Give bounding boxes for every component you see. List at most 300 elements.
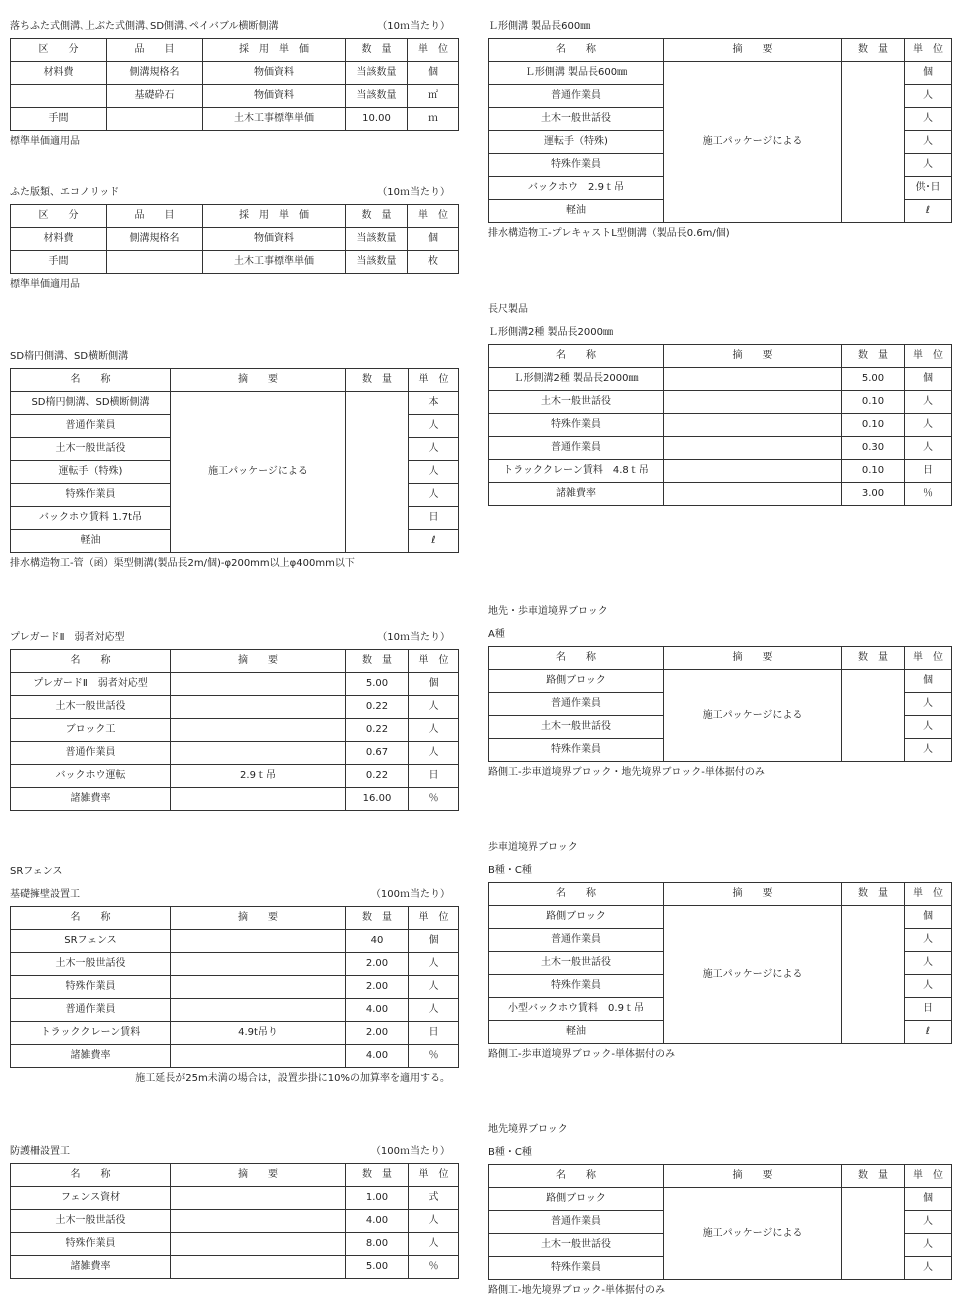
- table-cell: SRフェンス: [11, 930, 171, 953]
- column-header: 数 量: [346, 205, 408, 228]
- column-header: 摘 要: [664, 1165, 842, 1188]
- table-row: [489, 437, 952, 460]
- table-cell: バックホウ賃料 1.7t吊: [11, 507, 171, 530]
- table-header-row: [11, 39, 459, 62]
- table-cell: 土木一般世話役: [11, 1210, 171, 1233]
- table-cell: 物価資料: [203, 62, 346, 85]
- table-header-row: [11, 205, 459, 228]
- table-cell: 特殊作業員: [489, 739, 664, 762]
- price-table-section: [488, 15, 951, 245]
- table-footnote: 標準単価適用品: [10, 279, 80, 290]
- table-cell: 40: [346, 930, 409, 953]
- column-header: 名 称: [11, 650, 171, 673]
- table-cell: [107, 108, 203, 131]
- table-cell: 人: [905, 975, 952, 998]
- table-cell: 0.10: [842, 414, 905, 437]
- table-cell: 側溝規格名: [107, 228, 203, 251]
- table-cell: 人: [905, 693, 952, 716]
- table-cell: 特殊作業員: [489, 154, 664, 177]
- table-row: [489, 460, 952, 483]
- table-cell: [11, 85, 107, 108]
- table-cell: 普通作業員: [489, 437, 664, 460]
- table-header-row: [489, 39, 952, 62]
- table-row: [11, 251, 459, 274]
- table-header-row: [489, 647, 952, 670]
- column-header: 摘 要: [664, 39, 842, 62]
- table-cell: SD楕円側溝、SD横断側溝: [11, 392, 171, 415]
- unit-basis-label: （100ｍ当たり）: [370, 1146, 450, 1157]
- table-header-row: [11, 650, 459, 673]
- table-cell: 2.00: [346, 953, 409, 976]
- table-cell: 特殊作業員: [489, 975, 664, 998]
- table-cell: [171, 696, 346, 719]
- unit-basis-label: （10ｍ当たり）: [377, 632, 450, 643]
- table-footnote: 路側工-歩車道境界ブロック・地先境界ブロック-単体据付のみ: [488, 767, 765, 778]
- table-cell: 人: [905, 1257, 952, 1280]
- table-cell: 10.00: [346, 108, 408, 131]
- table-row: [11, 1045, 459, 1068]
- table-row: [11, 62, 459, 85]
- table-cell: フェンス資材: [11, 1187, 171, 1210]
- column-header: 品 目: [107, 39, 203, 62]
- table-cell: 人: [905, 85, 952, 108]
- column-header: 品 目: [107, 205, 203, 228]
- table-header-row: [11, 1164, 459, 1187]
- column-header: 数 量: [842, 39, 905, 62]
- table-row: [11, 392, 459, 415]
- section-subtitle: B種・C種: [488, 865, 532, 876]
- column-header: 単 位: [409, 1164, 459, 1187]
- table-cell: ℓ: [409, 530, 459, 553]
- table-cell: 土木一般世話役: [489, 108, 664, 131]
- table-cell: 普通作業員: [489, 929, 664, 952]
- table-cell: [171, 788, 346, 811]
- section-title: ふた版類、エコノリッド: [10, 187, 120, 198]
- section-title: 歩車道境界ブロック: [488, 842, 578, 853]
- price-table: [488, 882, 952, 1044]
- section-title: Ｌ形側溝 製品長600㎜: [488, 21, 591, 32]
- table-cell: ％: [409, 1256, 459, 1279]
- table-cell: [664, 437, 842, 460]
- table-cell: 路側ブロック: [489, 670, 664, 693]
- section-title: SD楕円側溝、SD横断側溝: [10, 351, 129, 362]
- table-cell: ％: [409, 1045, 459, 1068]
- table-row: [489, 670, 952, 693]
- table-cell: 人: [409, 719, 459, 742]
- price-table: [488, 646, 952, 762]
- table-cell: [346, 392, 409, 553]
- column-header: 単 位: [905, 883, 952, 906]
- column-header: 単 位: [905, 345, 952, 368]
- section-title-row: [10, 15, 458, 38]
- table-cell: 人: [409, 976, 459, 999]
- section-subtitle-row: [488, 321, 951, 344]
- table-row: [11, 108, 459, 131]
- column-header: 単 位: [408, 39, 459, 62]
- table-cell: トラッククレーン賃料: [11, 1022, 171, 1045]
- section-title-row: [488, 298, 951, 321]
- table-cell: [171, 930, 346, 953]
- table-cell: 供･日: [905, 177, 952, 200]
- unit-basis-label: （100ｍ当たり）: [370, 889, 450, 900]
- table-cell: 個: [409, 673, 459, 696]
- table-cell: 運転手（特殊): [11, 461, 171, 484]
- table-cell: 人: [905, 929, 952, 952]
- price-table: [10, 38, 459, 131]
- table-row: [11, 1022, 459, 1045]
- column-header: 名 称: [11, 1164, 171, 1187]
- column-header: 区 分: [11, 205, 107, 228]
- table-cell: 人: [409, 742, 459, 765]
- table-cell: [664, 368, 842, 391]
- table-cell: ℓ: [905, 200, 952, 223]
- column-header: 摘 要: [171, 650, 346, 673]
- column-header: 単 位: [409, 907, 459, 930]
- price-table: [10, 368, 459, 553]
- price-table: [488, 1164, 952, 1280]
- table-cell: ℓ: [905, 1021, 952, 1044]
- table-cell: 人: [409, 484, 459, 507]
- table-cell: [664, 414, 842, 437]
- section-title-row: [488, 15, 951, 38]
- table-cell: 4.9t吊り: [171, 1022, 346, 1045]
- table-cell: 土木工事標準単価: [203, 108, 346, 131]
- table-cell: 人: [905, 1211, 952, 1234]
- table-cell: [171, 1233, 346, 1256]
- table-row: [489, 368, 952, 391]
- table-cell: 人: [905, 154, 952, 177]
- table-row: [11, 85, 459, 108]
- section-subtitle: Ｌ形側溝2種 製品長2000㎜: [488, 327, 613, 338]
- table-cell: バックホウ運転: [11, 765, 171, 788]
- table-row: [11, 1210, 459, 1233]
- table-cell: 材料費: [11, 62, 107, 85]
- column-header: 数 量: [842, 1165, 905, 1188]
- table-cell: 日: [409, 765, 459, 788]
- unit-basis-label: （10ｍ当たり）: [377, 187, 450, 198]
- table-cell: 物価資料: [203, 228, 346, 251]
- table-footnote: 標準単価適用品: [10, 136, 80, 147]
- table-cell: 個: [408, 228, 459, 251]
- section-title: 防護柵設置工: [10, 1146, 70, 1157]
- table-cell: 個: [905, 906, 952, 929]
- table-cell: [171, 719, 346, 742]
- table-cell: 手間: [11, 108, 107, 131]
- column-header: 単 位: [905, 1165, 952, 1188]
- section-title-row: [10, 345, 458, 368]
- table-cell: 小型バックホウ賃料 0.9ｔ吊: [489, 998, 664, 1021]
- table-row: [11, 765, 459, 788]
- table-cell: 諸雑費率: [11, 788, 171, 811]
- column-header: 摘 要: [664, 647, 842, 670]
- table-cell: 特殊作業員: [489, 1257, 664, 1280]
- table-cell: [171, 953, 346, 976]
- table-cell: 人: [905, 414, 952, 437]
- price-table: [10, 1163, 459, 1279]
- price-table-section: [488, 298, 951, 506]
- table-cell: 0.22: [346, 696, 409, 719]
- section-subtitle-row: [488, 1141, 951, 1164]
- table-row: [11, 673, 459, 696]
- section-subtitle-row: [488, 623, 951, 646]
- column-header: 摘 要: [664, 883, 842, 906]
- table-cell: 0.22: [346, 719, 409, 742]
- price-table-section: [10, 345, 458, 575]
- column-header: 数 量: [842, 883, 905, 906]
- section-subtitle-row: [488, 859, 951, 882]
- table-row: [11, 228, 459, 251]
- table-cell: 特殊作業員: [11, 976, 171, 999]
- table-cell: [171, 742, 346, 765]
- price-table-section: [488, 600, 951, 784]
- section-subtitle: B種・C種: [488, 1147, 532, 1158]
- price-table-section: [10, 626, 458, 811]
- table-cell: [842, 670, 905, 762]
- table-row: [11, 1187, 459, 1210]
- section-title: 地先・歩車道境界ブロック: [488, 606, 608, 617]
- column-header: 区 分: [11, 39, 107, 62]
- table-cell: 土木一般世話役: [11, 953, 171, 976]
- section-title-row: [488, 836, 951, 859]
- table-cell: 特殊作業員: [489, 414, 664, 437]
- table-cell: 手間: [11, 251, 107, 274]
- table-cell: 人: [409, 438, 459, 461]
- table-cell: [842, 62, 905, 223]
- unit-basis-label: （10ｍ当たり）: [377, 21, 450, 32]
- section-subtitle: A種: [488, 629, 505, 640]
- table-cell: 3.00: [842, 483, 905, 506]
- table-cell: 0.30: [842, 437, 905, 460]
- section-title: 地先境界ブロック: [488, 1124, 568, 1135]
- table-cell: 人: [409, 1210, 459, 1233]
- table-cell: 特殊作業員: [11, 484, 171, 507]
- price-table-section: [488, 1118, 951, 1302]
- table-cell: ％: [409, 788, 459, 811]
- table-cell: 5.00: [346, 1256, 409, 1279]
- table-cell: 日: [905, 460, 952, 483]
- price-table: [10, 649, 459, 811]
- table-cell: 普通作業員: [11, 415, 171, 438]
- table-cell: 軽油: [489, 200, 664, 223]
- table-cell: 当該数量: [346, 62, 408, 85]
- table-footnote: 路側工-地先境界ブロック-単体据付のみ: [488, 1285, 666, 1296]
- table-cell: 諸雑費率: [489, 483, 664, 506]
- table-row: [489, 483, 952, 506]
- table-cell: Ｌ形側溝 製品長600㎜: [489, 62, 664, 85]
- column-header: 数 量: [842, 647, 905, 670]
- price-table-section: [10, 1140, 458, 1279]
- table-cell: 個: [408, 62, 459, 85]
- table-cell: 当該数量: [346, 85, 408, 108]
- table-cell: 個: [905, 62, 952, 85]
- table-cell: ％: [905, 483, 952, 506]
- table-cell: 0.10: [842, 391, 905, 414]
- table-cell: 路側ブロック: [489, 1188, 664, 1211]
- table-footnote: 排水構造物工-管（函）渠型側溝(製品長2m/個)-φ200mm以上φ400mm以下: [10, 558, 355, 569]
- table-row: [489, 906, 952, 929]
- table-cell: 普通作業員: [489, 693, 664, 716]
- table-cell: 人: [409, 696, 459, 719]
- table-cell: 0.10: [842, 460, 905, 483]
- table-cell: 枚: [408, 251, 459, 274]
- table-cell: [171, 673, 346, 696]
- column-header: 名 称: [11, 907, 171, 930]
- column-header: 摘 要: [171, 369, 346, 392]
- table-cell: 普通作業員: [11, 742, 171, 765]
- table-cell: 土木一般世話役: [489, 1234, 664, 1257]
- table-cell: 5.00: [346, 673, 409, 696]
- table-cell: 路側ブロック: [489, 906, 664, 929]
- table-cell: 本: [409, 392, 459, 415]
- table-cell: 人: [905, 437, 952, 460]
- table-cell: 人: [905, 952, 952, 975]
- price-table-section: [10, 15, 458, 153]
- table-cell: ブロック工: [11, 719, 171, 742]
- price-table: [488, 38, 952, 223]
- table-cell: Ｌ形側溝2種 製品長2000㎜: [489, 368, 664, 391]
- column-header: 数 量: [346, 907, 409, 930]
- table-cell: プレガードⅡ 弱者対応型: [11, 673, 171, 696]
- table-cell: 土木一般世話役: [11, 696, 171, 719]
- table-cell: 土木一般世話役: [489, 391, 664, 414]
- table-row: [11, 953, 459, 976]
- table-cell: [171, 999, 346, 1022]
- column-header: 単 位: [409, 369, 459, 392]
- table-cell: 普通作業員: [11, 999, 171, 1022]
- section-title-row: [10, 181, 458, 204]
- price-table: [488, 344, 952, 506]
- price-table-section: [10, 860, 458, 1090]
- table-header-row: [11, 907, 459, 930]
- table-cell: [171, 976, 346, 999]
- column-header: 摘 要: [171, 1164, 346, 1187]
- table-cell: 4.00: [346, 1210, 409, 1233]
- table-cell: 8.00: [346, 1233, 409, 1256]
- table-cell: 2.9ｔ吊: [171, 765, 346, 788]
- column-header: 採 用 単 価: [203, 205, 346, 228]
- table-cell: 材料費: [11, 228, 107, 251]
- price-table: [10, 204, 459, 274]
- section-title: SRフェンス: [10, 866, 63, 877]
- price-table-section: [488, 836, 951, 1066]
- table-footnote: 施工延長が25m未満の場合は，設置歩掛に10%の加算率を適用する。: [135, 1073, 450, 1084]
- table-cell: 土木一般世話役: [11, 438, 171, 461]
- table-header-row: [489, 345, 952, 368]
- section-title-row: [488, 1118, 951, 1141]
- table-row: [11, 742, 459, 765]
- column-header: 数 量: [842, 345, 905, 368]
- table-row: [489, 62, 952, 85]
- table-footnote: 路側工-歩車道境界ブロック-単体据付のみ: [488, 1049, 676, 1060]
- table-cell: 日: [905, 998, 952, 1021]
- column-header: 数 量: [346, 369, 409, 392]
- table-row: [11, 1256, 459, 1279]
- column-header: 名 称: [489, 883, 664, 906]
- table-cell: 4.00: [346, 1045, 409, 1068]
- table-cell: 5.00: [842, 368, 905, 391]
- table-cell: トラッククレーン賃料 4.8ｔ吊: [489, 460, 664, 483]
- table-row: [489, 414, 952, 437]
- table-cell: 人: [905, 391, 952, 414]
- table-cell: バックホウ 2.9ｔ吊: [489, 177, 664, 200]
- column-header: 数 量: [346, 650, 409, 673]
- section-title-row: [488, 600, 951, 623]
- table-cell: 0.67: [346, 742, 409, 765]
- table-cell: 普通作業員: [489, 85, 664, 108]
- table-cell: 人: [905, 1234, 952, 1257]
- table-cell: 0.22: [346, 765, 409, 788]
- table-cell: 2.00: [346, 1022, 409, 1045]
- table-row: [11, 976, 459, 999]
- table-row: [11, 719, 459, 742]
- section-title-row: [10, 1140, 458, 1163]
- column-header: 数 量: [346, 1164, 409, 1187]
- table-cell: 人: [409, 953, 459, 976]
- table-cell: [664, 460, 842, 483]
- table-cell: 人: [409, 415, 459, 438]
- table-cell: 人: [409, 461, 459, 484]
- table-cell: 土木工事標準単価: [203, 251, 346, 274]
- table-row: [489, 1188, 952, 1211]
- section-title: 長尺製品: [488, 304, 528, 315]
- table-cell: 基礎砕石: [107, 85, 203, 108]
- table-cell: [171, 1045, 346, 1068]
- table-cell: 個: [905, 1188, 952, 1211]
- table-cell: [107, 251, 203, 274]
- table-cell: 16.00: [346, 788, 409, 811]
- table-cell: [171, 1187, 346, 1210]
- table-header-row: [489, 883, 952, 906]
- table-cell: ㎡: [408, 85, 459, 108]
- table-cell: 1.00: [346, 1187, 409, 1210]
- price-table-section: [10, 181, 458, 296]
- table-cell: 側溝規格名: [107, 62, 203, 85]
- table-cell: 個: [409, 930, 459, 953]
- table-cell: 式: [409, 1187, 459, 1210]
- section-title: 落ちふた式側溝､上ぶた式側溝､SD側溝､ペイバブル横断側溝: [10, 21, 279, 32]
- table-cell: 当該数量: [346, 228, 408, 251]
- table-cell: 人: [409, 1233, 459, 1256]
- table-cell: 個: [905, 670, 952, 693]
- table-header-row: [11, 369, 459, 392]
- column-header: 名 称: [489, 1165, 664, 1188]
- merged-package-cell: 施工パッケージによる: [171, 392, 346, 553]
- table-row: [11, 930, 459, 953]
- price-table: [10, 906, 459, 1068]
- column-header: 名 称: [489, 39, 664, 62]
- column-header: 単 位: [905, 647, 952, 670]
- table-cell: 日: [409, 1022, 459, 1045]
- section-subtitle-row: [10, 883, 458, 906]
- table-cell: 軽油: [11, 530, 171, 553]
- table-cell: 日: [409, 507, 459, 530]
- column-header: 名 称: [489, 647, 664, 670]
- table-cell: 2.00: [346, 976, 409, 999]
- table-cell: 普通作業員: [489, 1211, 664, 1234]
- table-cell: 土木一般世話役: [489, 952, 664, 975]
- column-header: 数 量: [346, 39, 408, 62]
- section-subtitle: 基礎擁壁設置工: [10, 889, 80, 900]
- table-cell: 運転手（特殊): [489, 131, 664, 154]
- table-cell: 諸雑費率: [11, 1256, 171, 1279]
- table-cell: 人: [905, 716, 952, 739]
- table-cell: 人: [905, 108, 952, 131]
- table-cell: 人: [905, 131, 952, 154]
- table-cell: 当該数量: [346, 251, 408, 274]
- table-cell: 4.00: [346, 999, 409, 1022]
- merged-package-cell: 施工パッケージによる: [664, 62, 842, 223]
- column-header: 単 位: [409, 650, 459, 673]
